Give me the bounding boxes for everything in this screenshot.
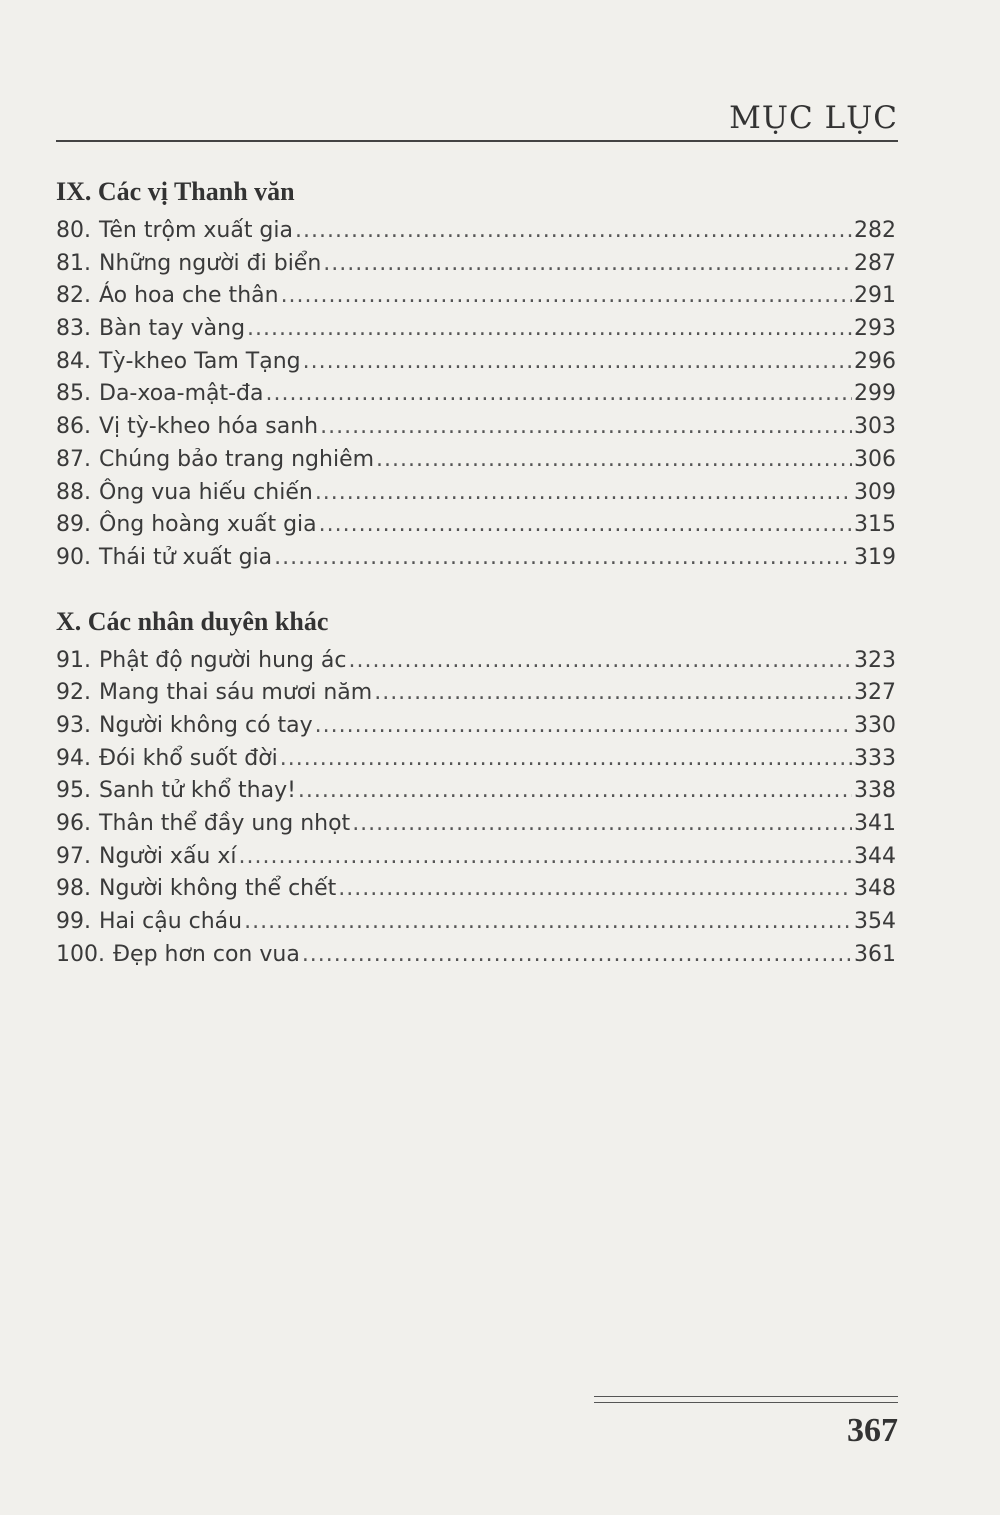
entry-number: 94. [56, 745, 91, 771]
entry-title: Ông hoàng xuất gia [99, 512, 317, 538]
entry-page: 330 [854, 712, 896, 738]
entry-page: 323 [854, 647, 896, 673]
table-of-contents [56, 170, 896, 974]
header-divider [56, 140, 898, 142]
entry-page: 299 [854, 381, 896, 407]
toc-entry [56, 480, 896, 513]
dot-leader [323, 251, 852, 276]
dot-leader [266, 381, 852, 406]
page-header-title: MỤC LỤC [729, 100, 898, 136]
dot-leader [298, 778, 852, 803]
footer-divider [594, 1402, 898, 1403]
page-number: 367 [847, 1412, 898, 1449]
toc-entry [56, 648, 896, 681]
toc-entry [56, 545, 896, 578]
toc-section-x [56, 600, 896, 975]
entry-page: 361 [854, 941, 896, 967]
dot-leader [295, 218, 852, 243]
entry-number: 95. [56, 778, 91, 804]
dot-leader [315, 480, 852, 505]
toc-entry [56, 349, 896, 382]
entry-title: Chúng bảo trang nghiêm [99, 446, 375, 472]
entry-page: 348 [854, 876, 896, 902]
entry-page: 315 [854, 512, 896, 538]
entry-title: Phật độ người hung ác [99, 647, 347, 673]
entry-page: 341 [854, 811, 896, 836]
entry-title: Mang thai sáu mươi năm [99, 680, 373, 706]
entry-page: 354 [854, 909, 896, 935]
dot-leader [352, 811, 852, 836]
entry-title: Thái tử xuất gia [99, 544, 273, 570]
dot-leader [374, 680, 852, 705]
entry-number: 96. [56, 811, 91, 836]
dot-leader [349, 648, 852, 673]
entry-number: 90. [56, 544, 91, 570]
dot-leader [320, 414, 852, 439]
entry-page: 291 [854, 283, 896, 309]
entry-number: 83. [56, 316, 91, 342]
entry-title: Người xấu xí [99, 843, 237, 869]
dot-leader [319, 512, 852, 537]
dot-leader [315, 713, 852, 738]
entry-title: Da-xoa-mật-đa [99, 381, 264, 407]
toc-entry [56, 942, 896, 975]
toc-entry [56, 414, 896, 447]
entry-title: Áo hoa che thân [99, 283, 279, 309]
entry-page: 319 [854, 544, 896, 570]
entry-number: 100. [56, 941, 105, 967]
entry-title: Đói khổ suốt đời [99, 745, 278, 771]
entry-page: 338 [854, 778, 896, 804]
entry-title: Sanh tử khổ thay! [99, 778, 296, 804]
entry-title: Những người đi biển [99, 250, 322, 276]
entry-title: Người không có tay [99, 712, 313, 738]
entry-page: 333 [854, 745, 896, 771]
section-heading: X. Các nhân duyên khác [56, 606, 329, 636]
toc-entry [56, 512, 896, 545]
entry-number: 99. [56, 909, 91, 935]
entry-number: 91. [56, 647, 91, 673]
entry-page: 287 [854, 250, 896, 276]
entry-page: 306 [854, 446, 896, 472]
dot-leader [274, 545, 852, 570]
entry-page: 303 [854, 414, 896, 440]
dot-leader [302, 942, 852, 967]
toc-entry [56, 680, 896, 713]
toc-entry [56, 218, 896, 251]
toc-entry [56, 778, 896, 811]
dot-leader [244, 909, 852, 934]
footer-divider [594, 1396, 898, 1397]
entry-title: Bàn tay vàng [99, 316, 246, 342]
entry-title: Hai cậu cháu [99, 909, 243, 935]
entry-title: Tỳ-kheo Tam Tạng [99, 348, 301, 374]
toc-entry [56, 251, 896, 284]
dot-leader [338, 876, 852, 901]
entry-number: 82. [56, 283, 91, 309]
entry-page: 327 [854, 680, 896, 706]
toc-entry [56, 283, 896, 316]
section-heading: IX. Các vị Thanh văn [56, 177, 295, 206]
entry-number: 88. [56, 479, 91, 505]
entry-page: 282 [854, 218, 896, 243]
entry-title: Vị tỳ-kheo hóa sanh [99, 414, 319, 440]
entry-title: Ông vua hiếu chiến [99, 479, 313, 505]
dot-leader [239, 844, 853, 869]
entry-number: 97. [56, 843, 91, 869]
entry-page: 309 [854, 479, 896, 505]
dot-leader [247, 316, 852, 341]
entry-page: 293 [854, 316, 896, 342]
entry-page: 344 [854, 843, 896, 869]
toc-entry [56, 746, 896, 779]
entry-number: 80. [56, 218, 91, 243]
dot-leader [281, 283, 852, 308]
entry-number: 81. [56, 250, 91, 276]
entry-title: Người không thể chết [99, 876, 337, 902]
dot-leader [303, 349, 852, 374]
entry-number: 92. [56, 680, 91, 706]
entry-number: 84. [56, 348, 91, 374]
entry-title: Thân thể đầy ung nhọt [99, 811, 351, 836]
toc-entry [56, 811, 896, 844]
dot-leader [376, 447, 852, 472]
toc-entry [56, 844, 896, 877]
entry-number: 93. [56, 712, 91, 738]
entry-number: 98. [56, 876, 91, 902]
entry-number: 87. [56, 446, 91, 472]
entry-number: 89. [56, 512, 91, 538]
entry-title: Tên trộm xuất gia [99, 218, 293, 243]
entry-page: 296 [854, 348, 896, 374]
toc-entry [56, 713, 896, 746]
toc-entry [56, 316, 896, 349]
toc-entry [56, 381, 896, 414]
dot-leader [280, 746, 852, 771]
entry-number: 85. [56, 381, 91, 407]
entry-title: Đẹp hơn con vua [112, 941, 300, 967]
toc-entry [56, 447, 896, 480]
entry-number: 86. [56, 414, 91, 440]
toc-section-ix [56, 170, 896, 578]
toc-entry [56, 909, 896, 942]
toc-entry [56, 876, 896, 909]
